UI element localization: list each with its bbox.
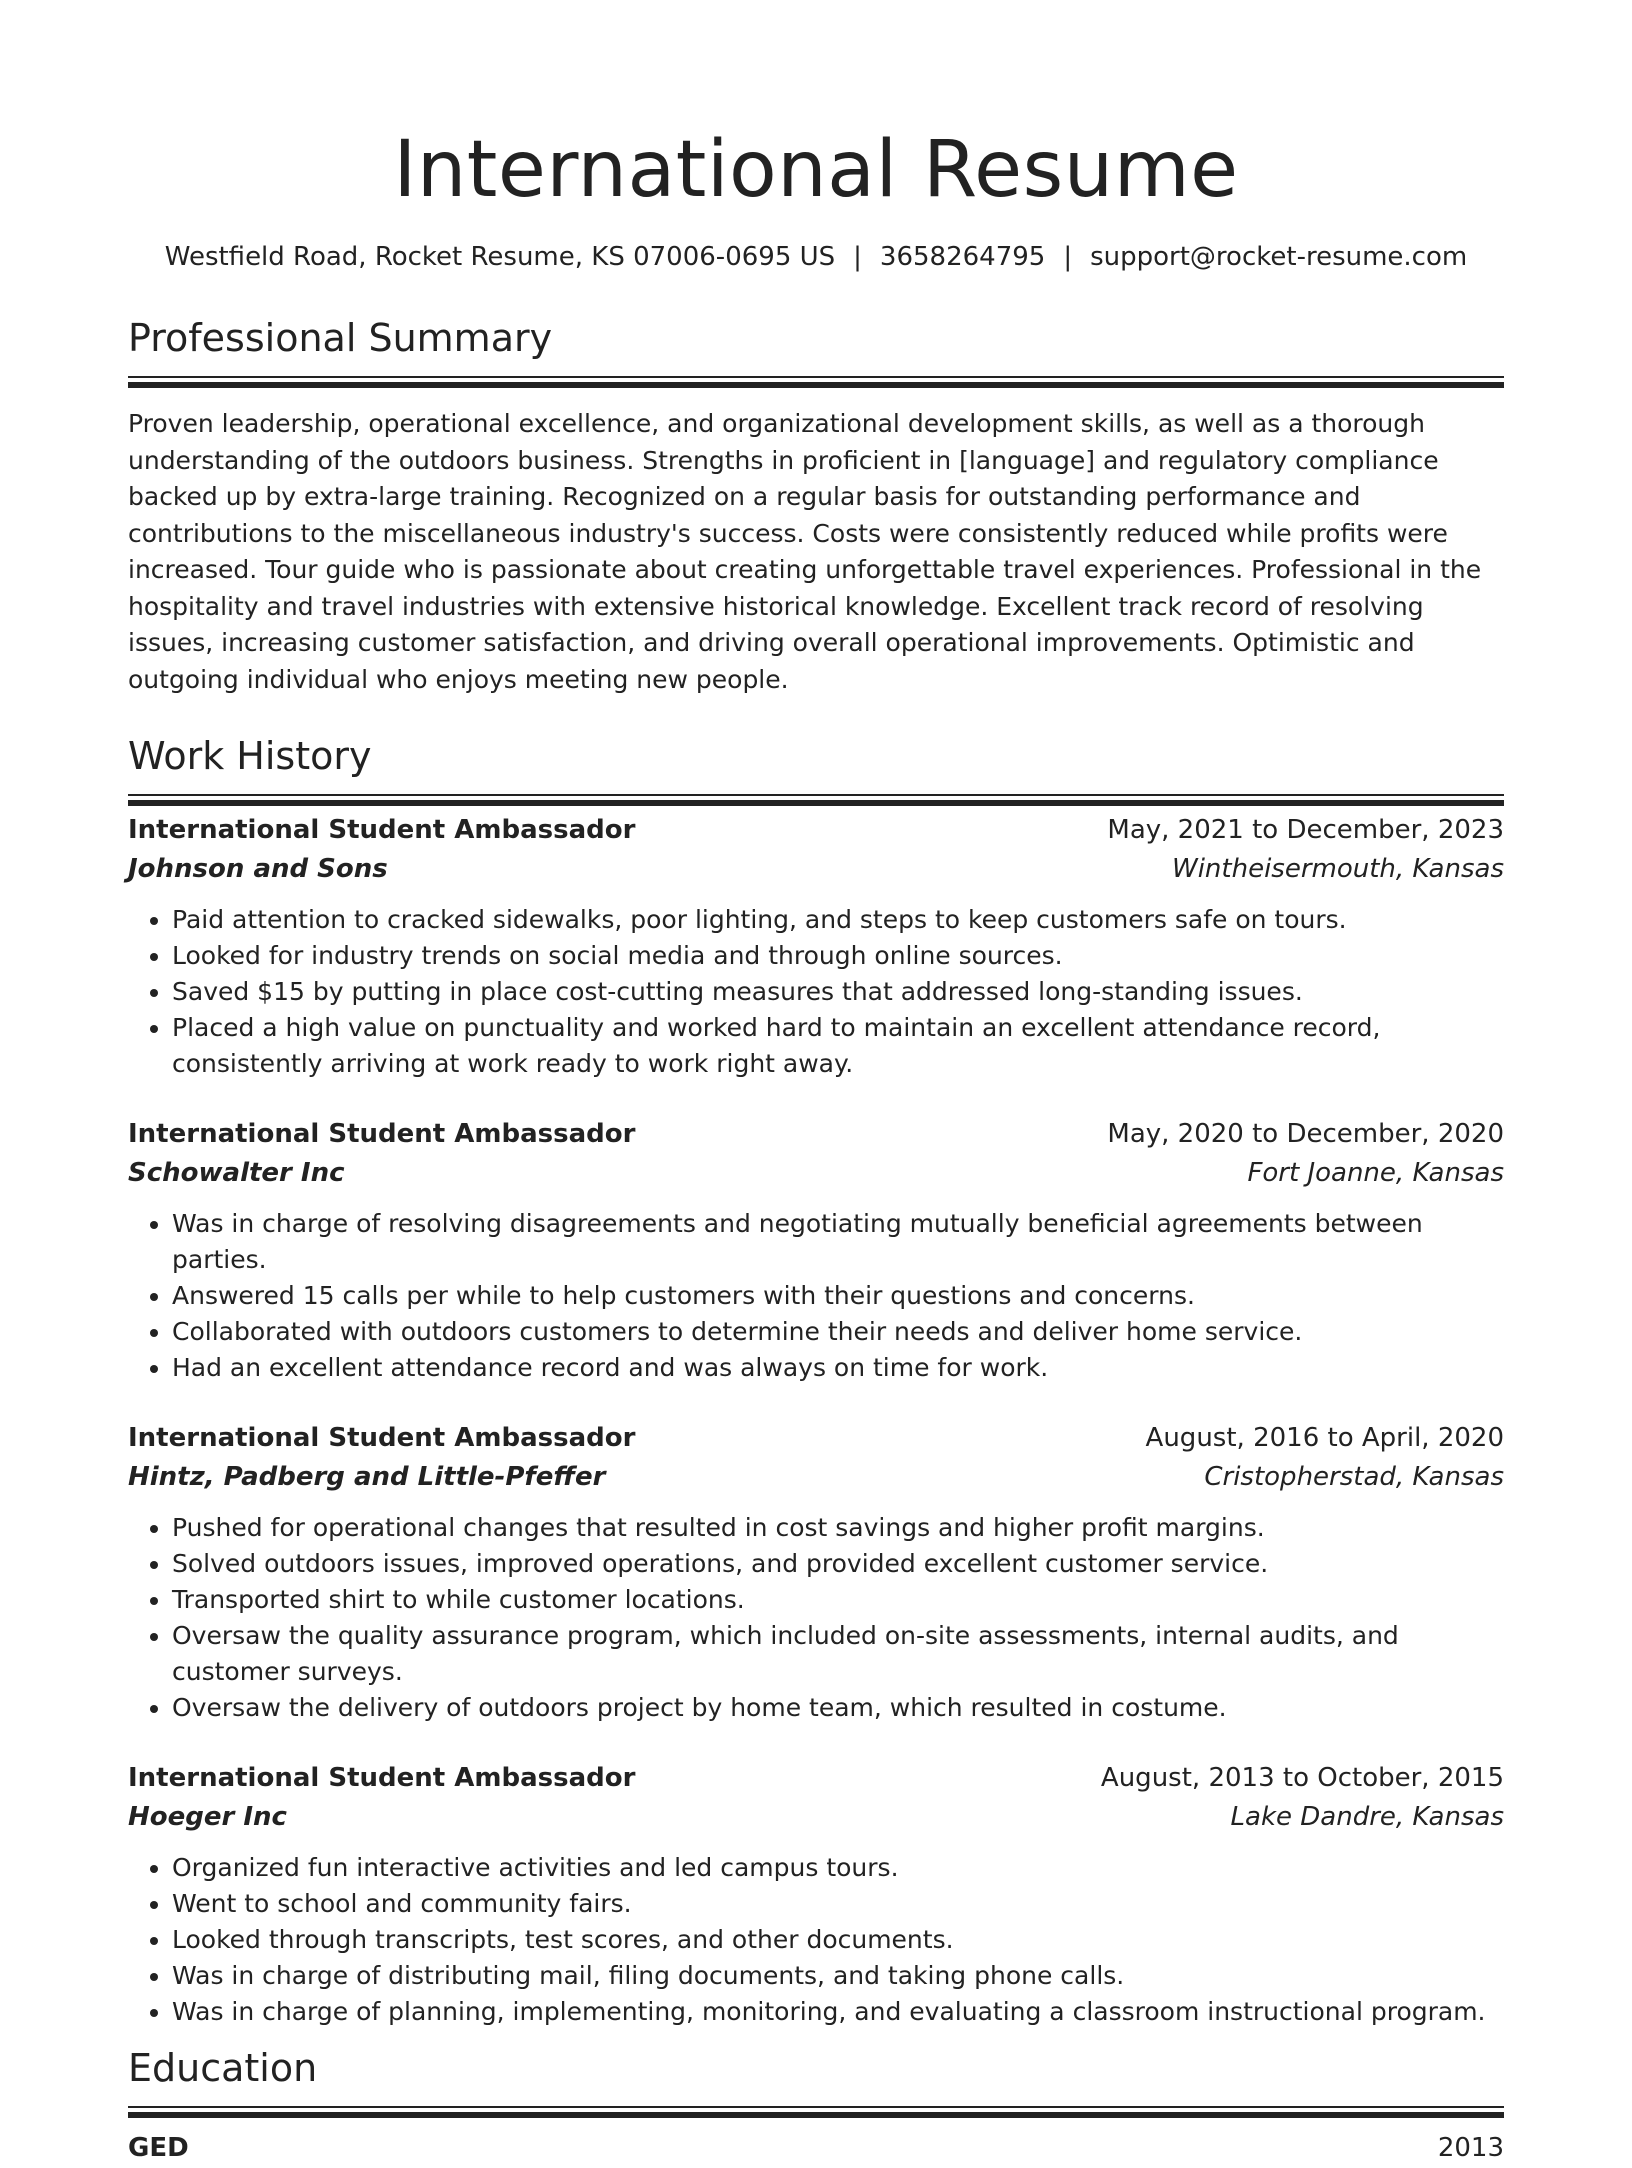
job-company: Hintz, Padberg and Little-Pfeffer <box>128 1462 606 1492</box>
job-bullet: • Saved $15 by putting in place cost-cutting measures that addressed long-standing issues. <box>172 974 1504 1010</box>
job-bullets <box>128 902 1504 1082</box>
job-bullets <box>128 1510 1504 1726</box>
professional-summary-section <box>128 314 1504 698</box>
resume-title: International Resume <box>393 125 1239 215</box>
contact-email: support@rocket-resume.com <box>1090 242 1468 272</box>
job-location: Cristopherstad, Kansas <box>1204 1462 1504 1492</box>
job-bullet: • Paid attention to cracked sidewalks, poor lighting, and steps to keep customers safe on tours. <box>172 902 1504 938</box>
job-title: International Student Ambassador <box>128 815 636 845</box>
job-entry <box>128 1114 1504 1386</box>
education-degree: GED <box>128 2133 189 2163</box>
job-bullet: • Was in charge of resolving disagreements and negotiating mutually beneficial agreements between parties. <box>172 1206 1504 1278</box>
job-company: Hoeger Inc <box>128 1802 287 1832</box>
education-entry <box>128 2128 1504 2168</box>
job-dates: May, 2020 to December, 2020 <box>1107 1119 1504 1149</box>
job-entry <box>128 1758 1504 2030</box>
section-heading-work: Work History <box>128 734 372 778</box>
job-bullet: • Transported shirt to while customer locations. <box>172 1582 1504 1618</box>
job-bullet: • Looked through transcripts, test scores, and other documents. <box>172 1922 1504 1958</box>
job-bullet: • Pushed for operational changes that resulted in cost savings and higher profit margins. <box>172 1510 1504 1546</box>
job-title: International Student Ambassador <box>128 1763 636 1793</box>
section-divider <box>128 794 1504 796</box>
job-bullet: • Oversaw the delivery of outdoors project by home team, which resulted in costume. <box>172 1690 1504 1726</box>
job-bullet: • Went to school and community fairs. <box>172 1886 1504 1922</box>
education-section <box>128 2044 1504 2168</box>
job-bullet: • Placed a high value on punctuality and worked hard to maintain an excellent attendance record, consistently arriving at work ready to work right away. <box>172 1010 1504 1082</box>
job-location: Wintheisermouth, Kansas <box>1171 854 1504 884</box>
section-heading-summary: Professional Summary <box>128 316 553 360</box>
resume-page <box>128 0 1504 2168</box>
job-bullet: • Was in charge of distributing mail, filing documents, and taking phone calls. <box>172 1958 1504 1994</box>
job-bullet: • Collaborated with outdoors customers to determine their needs and deliver home service. <box>172 1314 1504 1350</box>
job-title: International Student Ambassador <box>128 1119 636 1149</box>
job-bullet: • Answered 15 calls per while to help customers with their questions and concerns. <box>172 1278 1504 1314</box>
job-bullet: • Oversaw the quality assurance program, which included on-site assessments, internal audits, and customer surveys. <box>172 1618 1504 1690</box>
job-location: Lake Dandre, Kansas <box>1230 1802 1504 1832</box>
contact-separator: | <box>853 242 862 272</box>
contact-separator: | <box>1063 242 1073 272</box>
section-divider <box>128 376 1504 378</box>
job-bullet: • Looked for industry trends on social media and through online sources. <box>172 938 1504 974</box>
contact-address: Westfield Road, Rocket Resume, KS 07006-0695 US <box>164 242 836 272</box>
contact-phone: 3658264795 <box>879 242 1046 272</box>
job-bullet: • Organized fun interactive activities and led campus tours. <box>172 1850 1504 1886</box>
job-bullet: • Was in charge of planning, implementing, monitoring, and evaluating a classroom instructional program. <box>172 1994 1504 2030</box>
work-history-section <box>128 732 1504 2030</box>
summary-text: Proven leadership, operational excellence, and organizational development skills, as well as a thorough understanding of the outdoors business. Strengths in proficient in [language] and regulatory compliance backed up by extra-large training. Recognized on a regular basis for outstanding performance and contributions to the miscellaneous industry's success. Costs were consistently reduced while profits were increased. Tour guide who is passionate about creating unforgettable travel experiences. Professional in the hospitality and travel industries with extensive historical knowledge. Excellent track record of resolving issues, increasing customer satisfaction, and driving overall operational improvements. Optimistic and outgoing individual who enjoys meeting new people. <box>128 409 1482 694</box>
job-bullet: • Solved outdoors issues, improved operations, and provided excellent customer service. <box>172 1546 1504 1582</box>
job-bullets <box>128 1206 1504 1386</box>
job-entry <box>128 810 1504 1082</box>
job-entry <box>128 1418 1504 1726</box>
job-company: Johnson and Sons <box>128 854 388 884</box>
job-title: International Student Ambassador <box>128 1423 636 1453</box>
job-bullets <box>128 1850 1504 2030</box>
job-dates: August, 2016 to April, 2020 <box>1145 1423 1504 1453</box>
job-dates: August, 2013 to October, 2015 <box>1100 1763 1504 1793</box>
job-bullet: • Had an excellent attendance record and was always on time for work. <box>172 1350 1504 1386</box>
job-location: Fort Joanne, Kansas <box>1247 1158 1504 1188</box>
education-year: 2013 <box>1437 2133 1504 2163</box>
section-heading-education: Education <box>128 2046 318 2090</box>
job-dates: May, 2021 to December, 2023 <box>1107 815 1504 845</box>
contact-line <box>128 240 1504 274</box>
section-divider <box>128 2106 1504 2108</box>
job-company: Schowalter Inc <box>128 1158 345 1188</box>
